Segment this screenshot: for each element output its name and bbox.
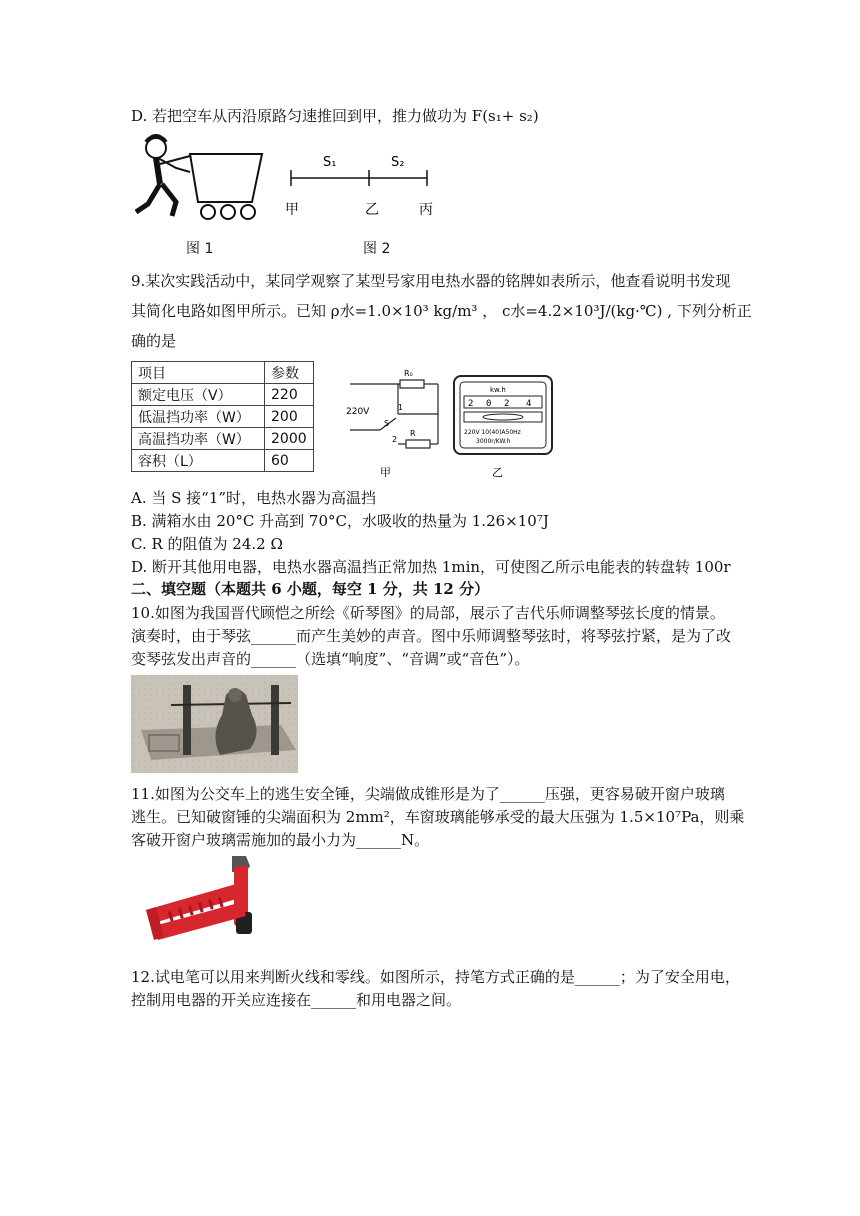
q10-line-1: 10.如图为我国晋代顾恺之所绘《斫琴图》的局部，展示了吉代乐师调整琴弦长度的情景。 bbox=[131, 604, 725, 622]
table-cell: 60 bbox=[265, 450, 314, 472]
meter-digit: 2 bbox=[504, 399, 510, 409]
table-cell: 低温挡功率（W） bbox=[132, 406, 265, 428]
circuit-caption: 甲 bbox=[380, 466, 391, 479]
circuit-diagram bbox=[340, 364, 450, 480]
point-yi: 乙 bbox=[365, 202, 379, 218]
table-cell: 220 bbox=[265, 384, 314, 406]
terminal-2-label: 2 bbox=[392, 435, 398, 444]
q11-line-1: 11.如图为公交车上的逃生安全锤，尖端做成锥形是为了______压强，更容易破开窗户玻璃 bbox=[131, 785, 725, 803]
table-cell: 额定电压（V） bbox=[132, 384, 265, 406]
distance-diagram bbox=[285, 148, 445, 218]
q8-option-d: D. 若把空车从丙沿原路匀速推回到甲，推力做功为 F(s₁+ s₂) bbox=[131, 107, 539, 125]
q9-stem-1: 9.某次实践活动中，某同学观察了某型号家用电热水器的铭牌如表所示，他查看说明书发现 bbox=[131, 272, 731, 290]
meter-spec-1: 220V 10(40)A50Hz bbox=[464, 429, 521, 436]
meter-spec-2: 3000r/KW.h bbox=[476, 438, 511, 445]
q9-option-b: B. 满箱水由 20°C 升高到 70°C，水吸收的热量为 1.26×10⁷J bbox=[131, 512, 549, 530]
q12-line-2: 控制用电器的开关应连接在______和用电器之间。 bbox=[131, 991, 462, 1009]
meter-unit: kw.h bbox=[490, 386, 506, 394]
table-row bbox=[132, 428, 314, 450]
q9-stem-2: 其简化电路如图甲所示。已知 ρ水=1.0×10³ kg/m³ ， c水=4.2×10³J/(kg·℃) , 下列分析正 bbox=[131, 302, 752, 320]
seg2-label: S₂ bbox=[391, 155, 405, 170]
q9-option-a: A. 当 S 接“1”时，电热水器为高温挡 bbox=[131, 489, 377, 507]
switch-label: S bbox=[384, 419, 390, 428]
table-row bbox=[132, 384, 314, 406]
point-bing: 丙 bbox=[419, 202, 433, 218]
q9-option-c: C. R 的阻值为 24.2 Ω bbox=[131, 535, 283, 553]
table-cell: 2000 bbox=[265, 428, 314, 450]
safety-hammer-image bbox=[140, 852, 275, 952]
table-cell: 容积（L） bbox=[132, 450, 265, 472]
table-cell: 200 bbox=[265, 406, 314, 428]
painting-image bbox=[131, 675, 298, 773]
fig2-caption: 图 2 bbox=[363, 241, 391, 257]
table-header: 项目 bbox=[132, 362, 265, 384]
table-cell: 高温挡功率（W） bbox=[132, 428, 265, 450]
q10-line-3: 变琴弦发出声音的______（选填“响度”、“音调”或“音色”）。 bbox=[131, 650, 530, 668]
meter-caption: 乙 bbox=[492, 466, 503, 479]
electric-meter bbox=[452, 374, 556, 480]
q9-option-d: D. 断开其他用电器，电热水器高温挡正常加热 1min，可使图乙所示电能表的转盘转 100r bbox=[131, 558, 731, 576]
meter-digit: 2 bbox=[468, 399, 474, 409]
point-jia: 甲 bbox=[285, 202, 299, 218]
section-title: 二、填空题（本题共 6 小题，每空 1 分，共 12 分） bbox=[131, 580, 490, 598]
q10-line-2: 演奏时，由于琴弦______而产生美妙的声音。图中乐师调整琴弦时，将琴弦拧紧，是为了改 bbox=[131, 627, 732, 645]
nameplate-table bbox=[131, 361, 314, 472]
seg1-label: S₁ bbox=[323, 155, 337, 170]
terminal-1-label: 1 bbox=[398, 403, 404, 412]
meter-digit: 0 bbox=[486, 399, 492, 409]
r0-label: R₀ bbox=[404, 369, 413, 378]
table-header: 参数 bbox=[265, 362, 314, 384]
q12-line-1: 12.试电笔可以用来判断火线和零线。如图所示，持笔方式正确的是______；为了安全用电， bbox=[131, 968, 740, 986]
meter-digit: 4 bbox=[526, 399, 532, 409]
q9-stem-3: 确的是 bbox=[131, 332, 177, 350]
r-label: R bbox=[410, 429, 416, 438]
voltage-label: 220V bbox=[346, 407, 370, 417]
table-row bbox=[132, 406, 314, 428]
cart-figure bbox=[128, 130, 268, 230]
q11-line-2: 逃生。已知破窗锤的尖端面积为 2mm²，车窗玻璃能够承受的最大压强为 1.5×10⁷Pa，则乘 bbox=[131, 808, 745, 826]
q11-line-3: 客破开窗户玻璃需施加的最小力为______N。 bbox=[131, 831, 430, 849]
table-row bbox=[132, 450, 314, 472]
fig1-caption: 图 1 bbox=[186, 241, 214, 257]
